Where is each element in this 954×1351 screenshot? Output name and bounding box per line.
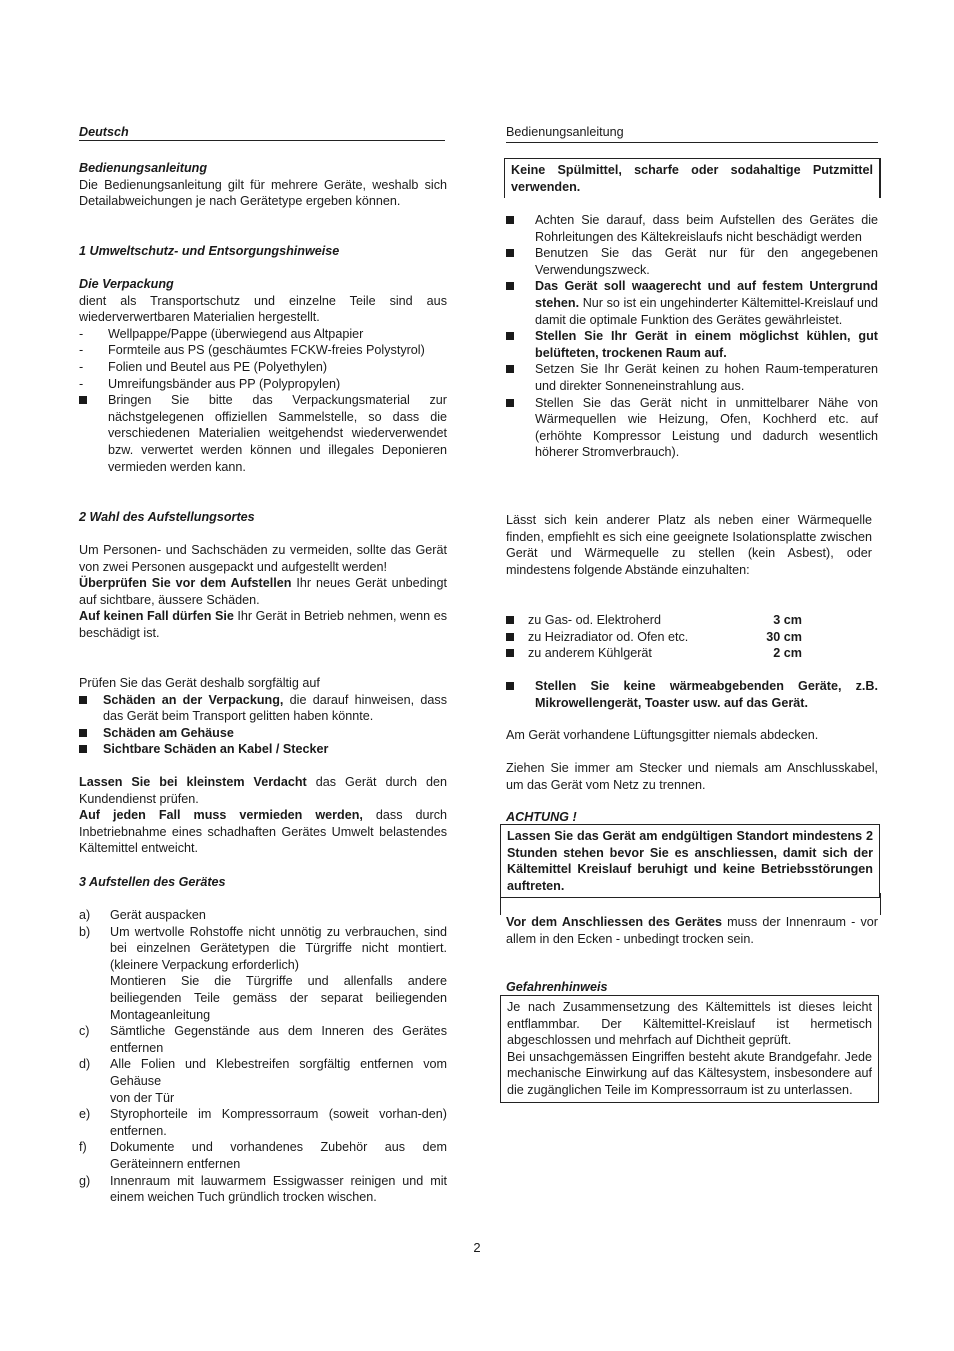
check-intro: Prüfen Sie das Gerät deshalb sorgfältig auf xyxy=(79,676,320,690)
distance-list xyxy=(506,612,802,662)
page-number: 2 xyxy=(473,1240,481,1255)
section-1 xyxy=(79,243,447,260)
list-item: c) Sämtliche Gegenstände aus dem Inneren des Gerätes entfernen xyxy=(79,1024,447,1055)
check-paragraph: Überprüfen Sie vor dem Aufstellen Ihr neues Gerät unbedingt auf sichtbare, äussere Schäden. xyxy=(79,576,447,607)
attention-title: ACHTUNG ! xyxy=(506,810,577,824)
avoid-paragraph: Auf jeden Fall muss vermieden werden, dass durch Inbetriebnahme eines schadhaften Gerätes Umwelt belastendes Kältemittel entweicht. xyxy=(79,808,447,856)
section-1-title: 1 Umweltschutz- und Entsorgungshinweise xyxy=(79,244,340,258)
list-item: Stellen Sie keine wärmeabgebenden Geräte, z.B. Mikrowellengerät, Toaster usw. auf das Gerät. xyxy=(506,678,878,711)
section-2-title: 2 Wahl des Aufstellungsortes xyxy=(79,510,255,524)
manual-intro xyxy=(79,160,447,210)
bullet-square-icon xyxy=(506,399,514,407)
section-3-title: 3 Aufstellen des Gerätes xyxy=(79,875,226,889)
packaging-materials-list xyxy=(79,326,447,475)
list-item: Stellen Sie das Gerät nicht in unmittelbarer Nähe von Wärmequellen wie Heizung, Ofen, Kochherd etc. auf (erhöhte Kompressor Leistung und dadurch wesentlich höherer Stromverbrauch). xyxy=(506,395,878,461)
bullet-square-icon xyxy=(506,365,514,373)
list-item: Sichtbare Schäden an Kabel / Stecker xyxy=(79,741,447,758)
bullet-square-icon xyxy=(79,696,87,704)
bullet-square-icon xyxy=(506,649,514,657)
list-item: Schäden an der Verpackung, die darauf hinweisen, dass das Gerät beim Transport gelitten haben könnte. xyxy=(79,692,447,725)
bullet-square-icon xyxy=(506,282,514,290)
bullet-square-icon xyxy=(506,682,514,690)
bullet-square-icon xyxy=(506,616,514,624)
ventilation-paragraph: Am Gerät vorhandene Lüftungsgitter niemals abdecken. xyxy=(506,728,819,742)
packaging-title: Die Verpackung xyxy=(79,277,174,291)
heat-source-paragraph: Lässt sich kein anderer Platz als neben einer Wärmequelle finden, empfiehlt es sich eine geeignete Isolationsplatte zwischen Gerät und Wärmequelle zu stellen (kein Asbest), oder mindestens folgende Abstände einzuhalten: xyxy=(506,513,872,577)
list-item: Setzen Sie Ihr Gerät keinen zu hohen Raum-temperaturen und direkter Sonneneinstrahlung aus. xyxy=(506,361,878,394)
danger-title: Gefahrenhinweis xyxy=(506,980,608,994)
table-row: zu Gas- od. Elektroherd 3 cm xyxy=(506,612,802,629)
placement-rules xyxy=(506,212,878,461)
list-item: a) Gerät auspacken xyxy=(79,908,206,922)
heat-devices-rule xyxy=(506,678,878,711)
language-header: Deutsch xyxy=(79,125,129,139)
header-rule-left xyxy=(79,140,445,141)
header-rule-right xyxy=(506,142,878,143)
setup-steps-list xyxy=(79,907,447,1206)
bullet-square-icon xyxy=(506,249,514,257)
damage-check xyxy=(79,675,447,758)
danger-box: Je nach Zusammensetzung des Kältemittels ist dieses leicht entflammbar. Der Kältemittel-Kreislauf ist hermetisch abgeschlossen und mehrfach auf Dichtheit geprüft. Bei unsachgemässen Eingriffen besteht akute Brandgefahr. Jede mechanische Einwirkung auf das Kältesystem, insbesondere auf die zugänglichen Teile im Kompressorraum ist zu unterlassen. xyxy=(500,995,879,1103)
distance-table xyxy=(506,612,878,662)
section-3 xyxy=(79,874,447,891)
list-item: g) Innenraum mit lauwarmem Essigwasser reinigen und mit einem weichen Tuch gründlich trocken wischen. xyxy=(79,1173,447,1205)
section-2-text: Um Personen- und Sachschäden zu vermeiden, sollte das Gerät von zwei Personen ausgepackt und aufgestellt werden! xyxy=(79,543,447,574)
list-item: e) Styrophorteile im Kompressorraum (soweit vorhan-den) entfernen. xyxy=(79,1107,447,1138)
list-item: Achten Sie darauf, dass beim Aufstellen des Gerätes die Rohrleitungen des Kältekreislaufs nicht beschädigt werden xyxy=(506,212,878,245)
packaging-block xyxy=(79,276,447,475)
list-item: Benutzen Sie das Gerät nur für den angegebenen Verwendungszweck. xyxy=(506,245,878,278)
list-item: Das Gerät soll waagerecht und auf festem Untergrund stehen. Nur so ist ein ungehinderter Kältemittel-Kreislauf und damit die optimale Funktion des Gerätes gewährleistet. xyxy=(506,278,878,328)
bullet-square-icon xyxy=(79,745,87,753)
suspicion-paragraph: Lassen Sie bei kleinstem Verdacht das Gerät durch den Kundendienst prüfen. xyxy=(79,775,448,806)
list-item: b) Um wertvolle Rohstoffe nicht unnötig zu verbrauchen, sind bei einzelnen Gerätetypen die Türgriffe nicht montiert. (kleinere Verpackung erforderlich) Montieren Sie die Türgriffe und allenfalls andere beiliegenden Teile gemäss der separat beiliegenden Montageanleitung xyxy=(79,924,447,1022)
list-item: d) Alle Folien und Klebestreifen sorgfältig entfernen vom Gehäuse von der Tür xyxy=(79,1057,447,1105)
list-item: Stellen Sie Ihr Gerät in einem möglichst kühlen, gut belüfteten, trockenen Raum auf. xyxy=(506,328,878,361)
list-item: Schäden am Gehäuse xyxy=(79,725,447,742)
list-item: - Wellpappe/Pappe (überwiegend aus Altpapier xyxy=(79,326,364,341)
list-item: Bringen Sie bitte das Verpackungsmaterial zur nächstgelegenen offiziellen Sammelstelle, so dass die verschiedenen Materialien weitgehendst wiederverwendet bzw. verwertet werden können und illegales Deponieren vermieden werden kann. xyxy=(79,392,447,475)
list-item: - Folien und Beutel aus PE (Polyethylen) xyxy=(79,359,328,374)
attention-box: Lassen Sie das Gerät am endgültigen Standort mindestens 2 Stunden stehen bevor Sie es anschliessen, damit sich der Kältemittel Kreislauf beruhigt und keine Betriebsstörungen auftreten. xyxy=(500,824,880,898)
danger-block xyxy=(506,979,878,996)
manual-title: Bedienungsanleitung xyxy=(79,161,208,175)
setup-steps xyxy=(79,907,447,1206)
bullet-square-icon xyxy=(79,396,87,404)
packaging-text: dient als Transportschutz und einzelne Teile sind aus wiederverwertbaren Materialien hergestellt. xyxy=(79,293,447,325)
bullet-square-icon xyxy=(506,216,514,224)
plug-paragraph: Ziehen Sie immer am Stecker und niemals am Anschlusskabel, um das Gerät vom Netz zu trennen. xyxy=(506,761,878,792)
before-connect-paragraph: Vor dem Anschliessen des Gerätes muss der Innenraum - vor allem in den Ecken - unbedingt trocken sein. xyxy=(506,915,878,946)
manual-header: Bedienungsanleitung xyxy=(506,125,624,139)
table-row: zu Heizradiator od. Ofen etc. 30 cm xyxy=(506,629,802,646)
bullet-square-icon xyxy=(506,633,514,641)
section-2 xyxy=(79,509,447,526)
suspicion-block xyxy=(79,774,447,857)
section-2-body xyxy=(79,542,447,642)
warning-box-detergent: Keine Spülmittel, scharfe oder sodahaltige Putzmittel verwenden. xyxy=(504,158,881,198)
bullet-square-icon xyxy=(506,332,514,340)
list-item: - Formteile aus PS (geschäumtes FCKW-freies Polystyrol) xyxy=(79,343,425,358)
list-item: - Umreifungsbänder aus PP (Polypropylen) xyxy=(79,376,341,391)
bullet-square-icon xyxy=(79,729,87,737)
placement-rules-list xyxy=(506,212,878,461)
manual-text: Die Bedienungsanleitung gilt für mehrere Geräte, weshalb sich Detailabweichungen je nach Gerätetype ergeben können. xyxy=(79,177,447,209)
list-item: f) Dokumente und vorhandenes Zubehör aus dem Geräteinnern entfernen xyxy=(79,1140,447,1171)
damage-list xyxy=(79,692,447,758)
table-row: zu anderem Kühlgerät 2 cm xyxy=(506,645,802,662)
never-paragraph: Auf keinen Fall dürfen Sie Ihr Gerät in Betrieb nehmen, wenn es beschädigt ist. xyxy=(79,609,447,640)
